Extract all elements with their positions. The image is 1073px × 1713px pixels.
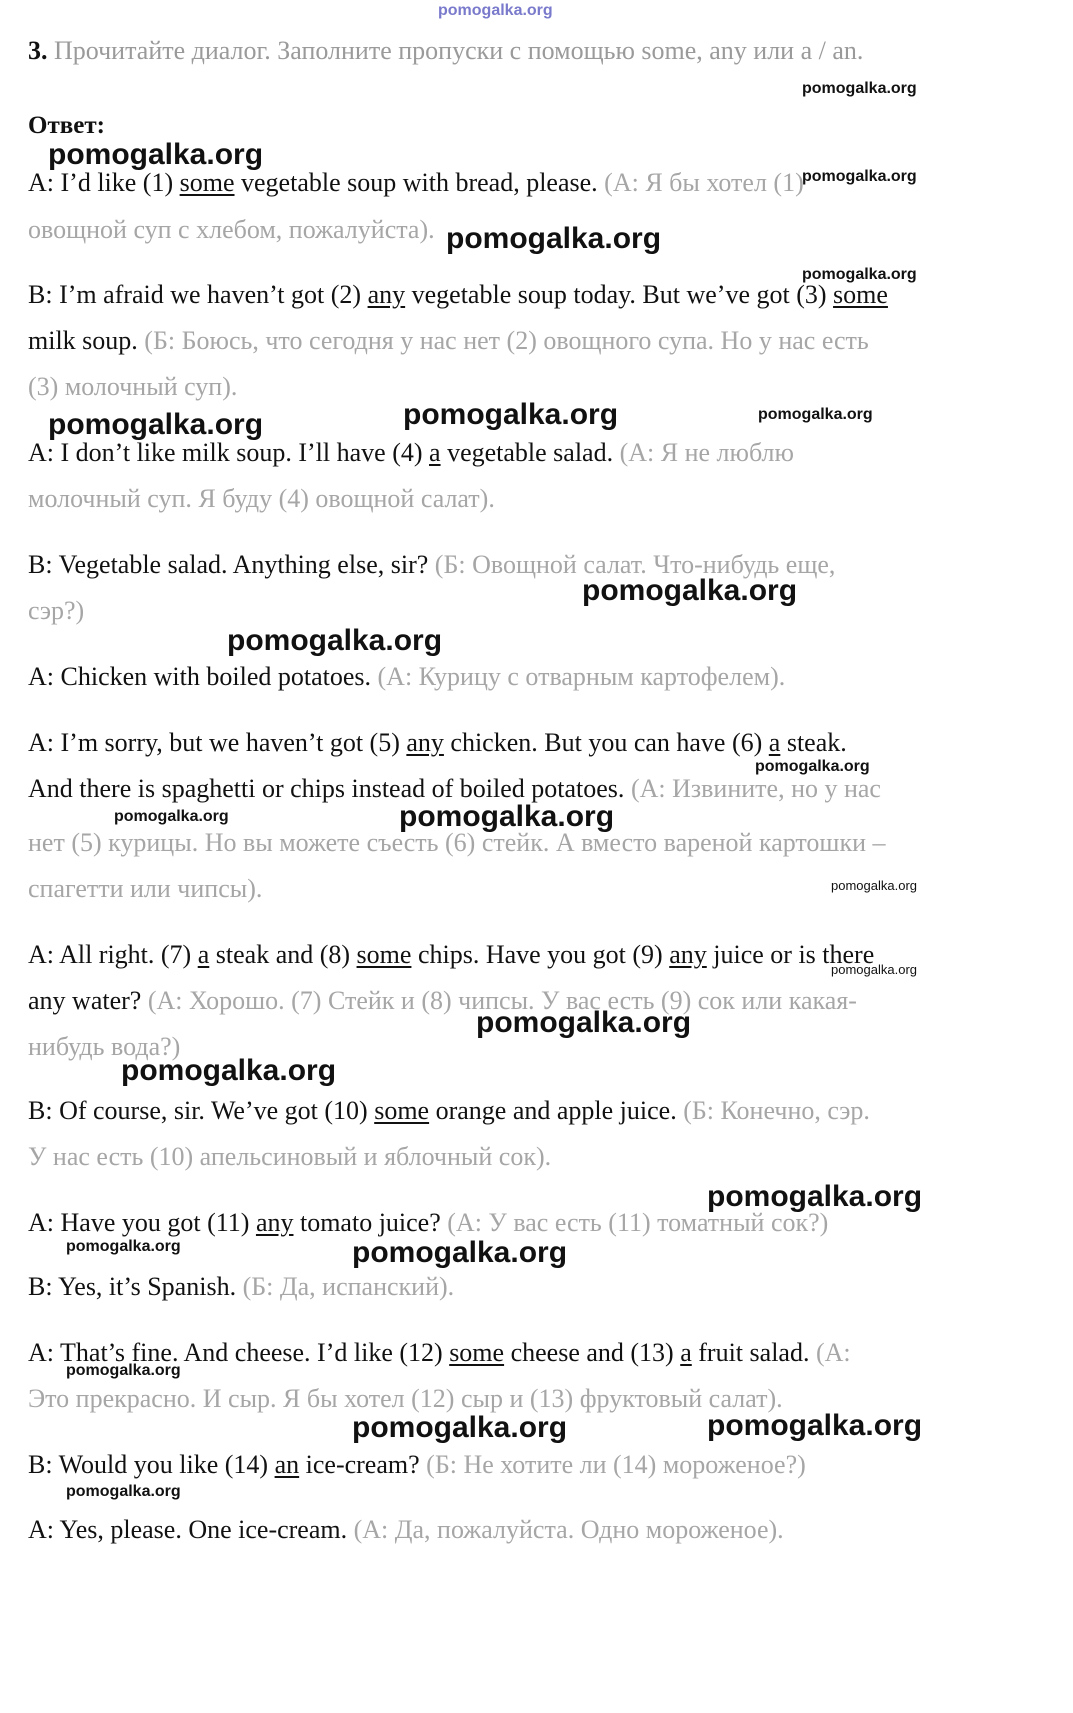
english-text: A: I’d like (1) [28, 168, 180, 197]
watermark: pomogalka.org [802, 80, 917, 97]
english-text: A: All right. (7) [28, 940, 198, 969]
watermark: pomogalka.org [48, 138, 264, 171]
watermark: pomogalka.org [446, 222, 662, 255]
watermark: pomogalka.org [352, 1411, 568, 1444]
english-text: chicken. But you can have (6) [443, 728, 769, 757]
watermark: pomogalka.org [403, 398, 619, 431]
watermark: pomogalka.org [476, 1006, 692, 1039]
answer-word: a [680, 1338, 692, 1367]
english-text: vegetable soup today. But we’ve got (3) [405, 280, 834, 309]
english-text: B: Would you like (14) [28, 1450, 275, 1479]
translation-text: (А: Да, пожалуйста. Одно мороженое). [353, 1515, 784, 1544]
translation-text: (А: Я бы хотел (1) [604, 168, 804, 197]
translation-text: (А: У вас есть (11) томатный сок?) [447, 1208, 829, 1237]
translation-text: (Б: Конечно, сэр. [683, 1096, 870, 1125]
dialogue-line [28, 652, 785, 702]
english-text: fruit salad. [691, 1338, 816, 1367]
translation-line: нет (5) курицы. Но вы можете съесть (6) стейк. А вместо вареной картошки – [28, 828, 886, 857]
english-text: chips. Have you got (9) [411, 940, 670, 969]
translation-line: Это прекрасно. И сыр. Я бы хотел (12) сыр и (13) фруктовый салат). [28, 1384, 783, 1413]
watermark: pomogalka.org [399, 800, 615, 833]
english-text: juice or is there [706, 940, 875, 969]
english-text: vegetable soup with bread, please. [234, 168, 605, 197]
translation-text: (Б: Да, испанский). [242, 1272, 455, 1301]
watermark: pomogalka.org [114, 808, 229, 825]
translation-line: нибудь вода?) [28, 1032, 181, 1061]
dialogue-line [28, 1086, 870, 1136]
answer-word: a [768, 728, 781, 757]
translation-text: (А: Извините, но у нас [630, 774, 881, 803]
answer-word: any [669, 940, 707, 969]
watermark: pomogalka.org [707, 1409, 923, 1442]
dialogue-line [28, 976, 857, 1026]
english-text: A: Yes, please. One ice-cream. [28, 1515, 354, 1544]
answer-word: an [274, 1450, 300, 1479]
answer-word: a [429, 438, 441, 467]
english-text: ice-cream? [299, 1450, 427, 1479]
watermark: pomogalka.org [352, 1236, 568, 1269]
translation-line: молочный суп. Я буду (4) овощной салат). [28, 484, 495, 513]
translation-line: (3) молочный суп). [28, 372, 238, 401]
answer-word: any [406, 728, 444, 757]
site-top-watermark: pomogalka.org [438, 2, 553, 19]
answer-word: some [449, 1338, 505, 1367]
english-text: A: That’s fine. And cheese. I’d like (12) [28, 1338, 450, 1367]
english-text: A: Chicken with boiled potatoes. [28, 662, 378, 691]
translation-line: спагетти или чипсы). [28, 874, 263, 903]
dialogue-line [28, 316, 869, 366]
watermark: pomogalka.org [66, 1483, 181, 1500]
answer-word: any [367, 280, 406, 309]
english-text: A: I’m sorry, but we haven’t got (5) [28, 728, 407, 757]
translation-line: У нас есть (10) апельсиновый и яблочный сок). [28, 1142, 552, 1171]
dialogue-line [28, 930, 874, 980]
watermark: pomogalka.org [831, 878, 917, 893]
english-text: any water? [28, 986, 148, 1015]
english-text: And there is spaghetti or chips instead of boiled potatoes. [28, 774, 631, 803]
task-text: Прочитайте диалог. Заполните пропуски с помощью some, any или a / an. [54, 36, 864, 65]
english-text: A: I don’t like milk soup. I’ll have (4) [28, 438, 430, 467]
english-text: B: I’m afraid we haven’t got (2) [28, 280, 368, 309]
translation-line: овощной суп с хлебом, пожалуйста). [28, 215, 435, 244]
translation-line: сэр?) [28, 596, 85, 625]
answer-word: any [255, 1208, 294, 1237]
dialogue-line [28, 1505, 784, 1555]
watermark: pomogalka.org [227, 624, 443, 657]
translation-text: (Б: Не хотите ли (14) мороженое?) [426, 1450, 806, 1479]
english-text: steak and (8) [209, 940, 357, 969]
watermark: pomogalka.org [66, 1238, 181, 1255]
watermark: pomogalka.org [802, 168, 917, 185]
english-text: vegetable salad. [440, 438, 620, 467]
task-header [28, 36, 863, 66]
english-text: milk soup. [28, 326, 145, 355]
english-text: B: Yes, it’s Spanish. [28, 1272, 243, 1301]
answer-word: some [356, 940, 412, 969]
watermark: pomogalka.org [707, 1180, 923, 1213]
english-text: cheese and (13) [504, 1338, 681, 1367]
translation-text: (А: Курицу с отварным картофелем). [377, 662, 786, 691]
answer-word: a [197, 940, 210, 969]
translation-text: (А: Я не люблю [619, 438, 794, 467]
dialogue-line [28, 270, 888, 320]
watermark: pomogalka.org [48, 408, 264, 441]
translation-text: (А: [815, 1338, 851, 1367]
watermark: pomogalka.org [121, 1054, 337, 1087]
english-text: B: Of course, sir. We’ve got (10) [28, 1096, 375, 1125]
english-text: orange and apple juice. [429, 1096, 684, 1125]
watermark: pomogalka.org [831, 962, 917, 977]
watermark: pomogalka.org [758, 406, 873, 423]
task-number: 3. [28, 36, 48, 65]
watermark: pomogalka.org [66, 1362, 181, 1379]
watermark: pomogalka.org [755, 758, 870, 775]
translation-text: (Б: Боюсь, что сегодня у нас нет (2) овощного супа. Но у нас есть [144, 326, 869, 355]
english-text: B: Vegetable salad. Anything else, sir? [28, 550, 435, 579]
dialogue-line [28, 718, 847, 768]
english-text: steak. [780, 728, 847, 757]
translation-text: (А: Хорошо. (7) Стейк и (8) чипсы. У вас есть (9) сок или какая- [147, 986, 857, 1015]
answer-label: Ответ: [28, 112, 105, 139]
watermark: pomogalka.org [582, 574, 798, 607]
english-text: tomato juice? [293, 1208, 448, 1237]
answer-word: some [179, 168, 235, 197]
answer-word: some [833, 280, 888, 309]
translation-text: (Б: Овощной салат. Что-нибудь еще, [434, 550, 836, 579]
watermark: pomogalka.org [802, 266, 917, 283]
answer-word: some [374, 1096, 430, 1125]
english-text: A: Have you got (11) [28, 1208, 256, 1237]
